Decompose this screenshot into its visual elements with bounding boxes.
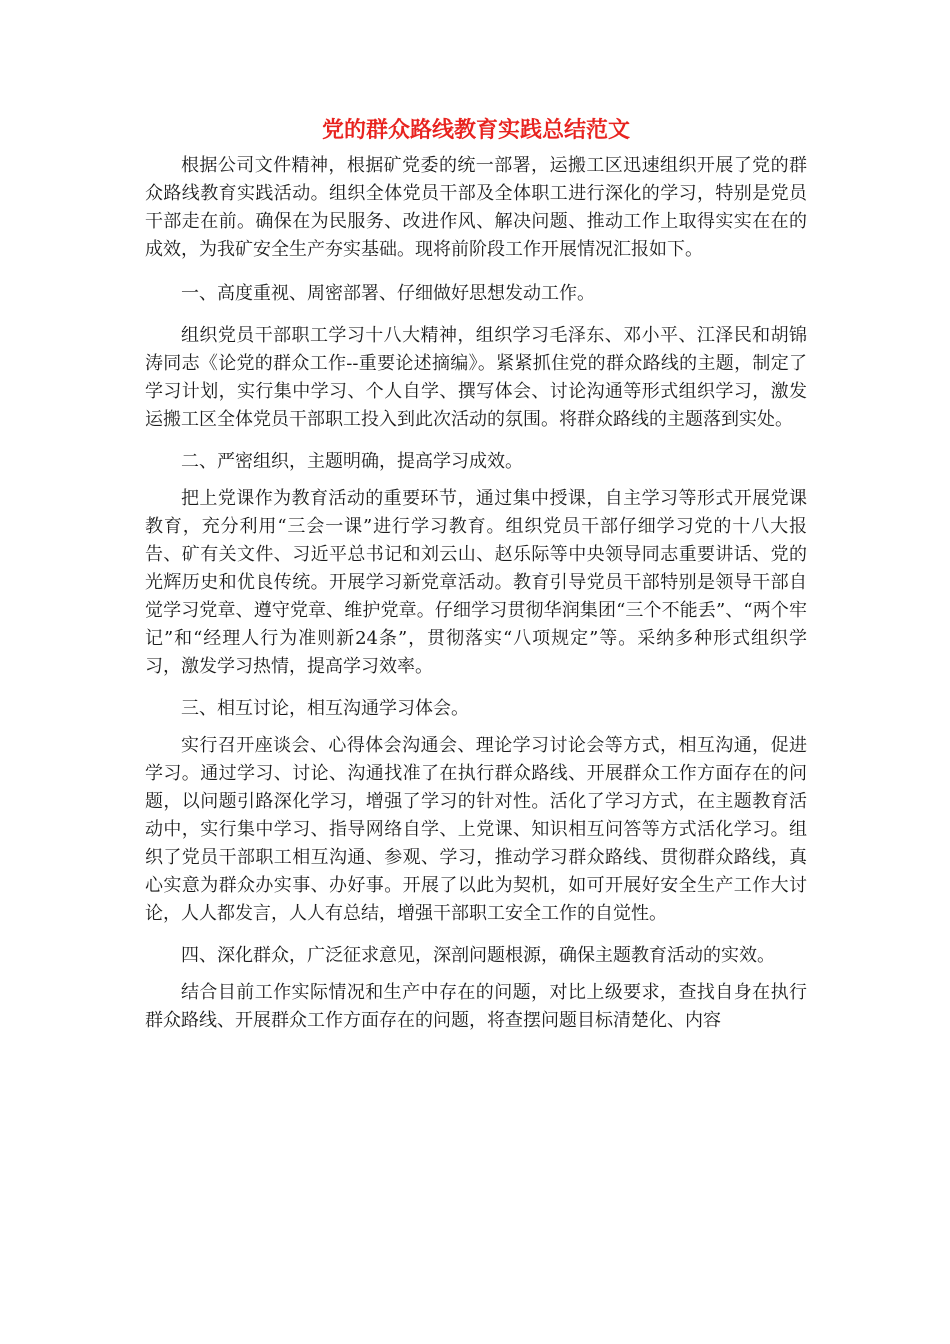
section-4-heading: 四、深化群众，广泛征求意见，深剖问题根源，确保主题教育活动的实效。: [181, 945, 775, 966]
section-4-body: 结合目前工作实际情况和生产中存在的问题，对比上级要求，查找自身在执行群众路线、开展群众工作方面存在的问题，将查摆问题目标清楚化、内容: [145, 982, 807, 1031]
section-3-body: 实行召开座谈会、心得体会沟通会、理论学习讨论会等方式，相互沟通，促进学习。通过学习、讨论、沟通找准了在执行群众路线、开展群众工作方面存在的问题，以问题引路深化学习，增强了学习的针对性。活化了学习方式，在主题教育活动中，实行集中学习、指导网络自学、上党课、知识相互问答等方式活化学习。组织了党员干部职工相互沟通、参观、学习，推动学习群众路线、贯彻群众路线，真心实意为群众办实事、办好事。开展了以此为契机，如可开展好安全生产工作大讨论，人人都发言，人人有总结，增强干部职工安全工作的自觉性。: [145, 735, 807, 924]
section-1-body: 组织党员干部职工学习十八大精神，组织学习毛泽东、邓小平、江泽民和胡锦涛同志《论党的群众工作--重要论述摘编》。紧紧抓住党的群众路线的主题，制定了学习计划，实行集中学习、个人自学、撰写体会、讨论沟通等形式组织学习，激发运搬工区全体党员干部职工投入到此次活动的氛围。将群众路线的主题落到实处。: [145, 325, 807, 430]
section-1-heading: 一、高度重视、周密部署、仔细做好思想发动工作。: [181, 283, 595, 304]
section-2-heading: 二、严密组织，主题明确，提高学习成效。: [181, 451, 523, 472]
section-3-heading: 三、相互讨论，相互沟通学习体会。: [181, 698, 469, 719]
intro-paragraph: 根据公司文件精神，根据矿党委的统一部署，运搬工区迅速组织开展了党的群众路线教育实践活动。组织全体党员干部及全体职工进行深化的学习，特别是党员干部走在前。确保在为民服务、改进作风、解决问题、推动工作上取得实实在在的成效，为我矿安全生产夯实基础。现将前阶段工作开展情况汇报如下。: [145, 155, 807, 260]
section-2-body: 把上党课作为教育活动的重要环节，通过集中授课，自主学习等形式开展党课教育，充分利用“三会一课”进行学习教育。组织党员干部仔细学习党的十八大报告、矿有关文件、习近平总书记和刘云山、赵乐际等中央领导同志重要讲话、党的光辉历史和优良传统。开展学习新党章活动。教育引导党员干部特别是领导干部自觉学习党章、遵守党章、维护党章。仔细学习贯彻华润集团“三个不能丢”、“两个牢记”和“经理人行为准则新24条”，贯彻落实“八项规定”等。采纳多种形式组织学习，激发学习热情，提高学习效率。: [145, 488, 807, 677]
document-page: [145, 114, 807, 1035]
document-title: 党的群众路线教育实践总结范文: [321, 118, 630, 143]
